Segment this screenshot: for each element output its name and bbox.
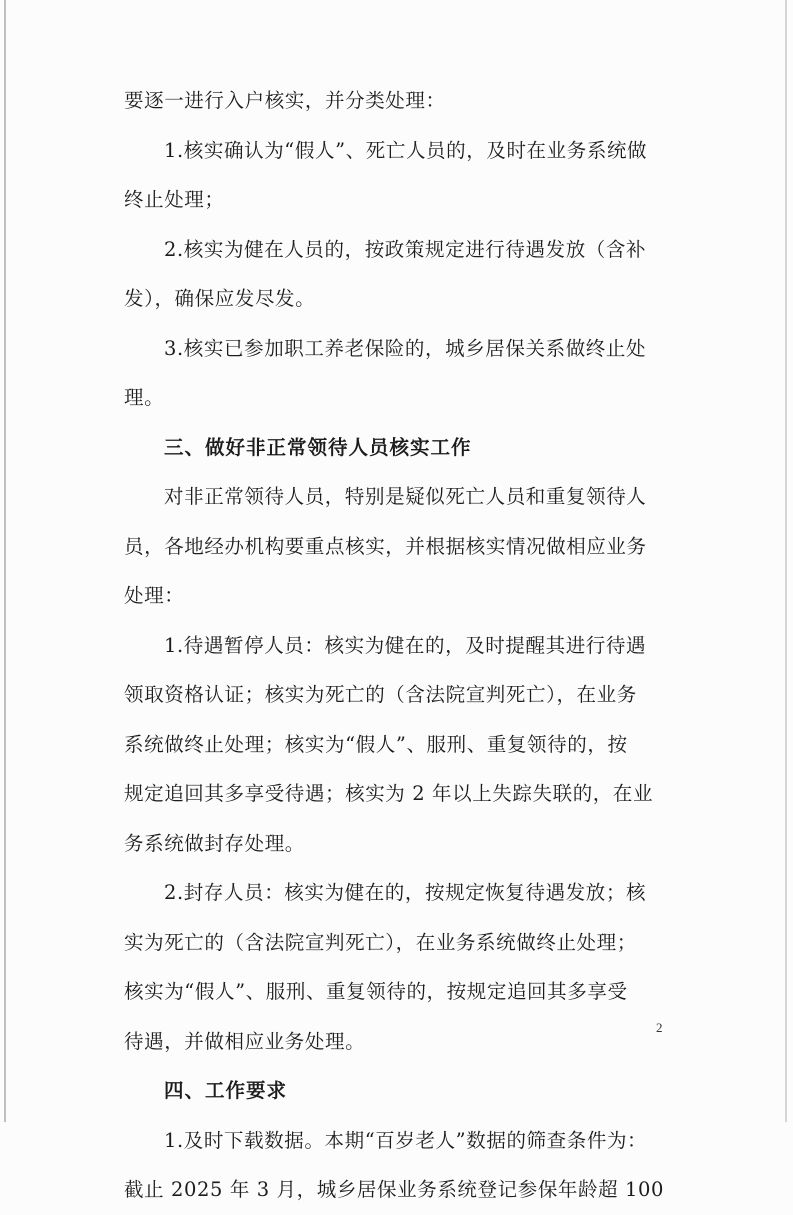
scan-edge-right: [785, 0, 787, 1122]
section-heading: 三、做好非正常领待人员核实工作: [164, 435, 472, 459]
text-line: 截止 2025 年 3 月，城乡居保业务系统登记参保年龄超 100: [124, 1178, 665, 1201]
text-line: 处理：: [124, 584, 185, 607]
text-line: 1.待遇暂停人员：核实为健在的，及时提醒其进行待遇: [164, 633, 647, 657]
text-line: 待遇，并做相应业务处理。: [124, 1029, 366, 1053]
text-line: 发），确保应发尽发。: [124, 287, 316, 310]
text-line: 理。: [124, 386, 165, 409]
text-line: 核实为“假人”、服刑、重复领待的，按规定追回其多享受: [124, 980, 628, 1003]
text-line: 实为死亡的（含法院宣判死亡），在业务系统做终止处理；: [124, 930, 637, 954]
text-line: 1.核实确认为“假人”、死亡人员的，及时在业务系统做: [164, 138, 648, 162]
page-number: 2: [656, 1020, 663, 1035]
text-line: 员，各地经办机构要重点核实，并根据核实情况做相应业务: [124, 534, 647, 558]
text-line: 系统做终止处理；核实为“假人”、服刑、重复领待的，按: [124, 732, 628, 756]
text-line: 要逐一进行入户核实，并分类处理：: [124, 89, 446, 112]
text-line: 领取资格认证；核实为死亡的（含法院宣判死亡），在业务: [124, 683, 637, 706]
text-line: 1.及时下载数据。本期“百岁老人”数据的筛查条件为：: [164, 1128, 648, 1152]
text-line: 终止处理；: [124, 188, 225, 211]
body-text: [124, 76, 684, 1215]
section-heading: 四、工作要求: [164, 1079, 288, 1102]
text-line: 2.核实为健在人员的，按政策规定进行待遇发放（含补: [164, 237, 647, 261]
text-line: 务系统做封存处理。: [124, 831, 305, 855]
text-line: 3.核实已参加职工养老保险的，城乡居保关系做终止处: [164, 336, 647, 360]
text-line: 对非正常领待人员，特别是疑似死亡人员和重复领待人: [164, 485, 647, 508]
text-line: 2.封存人员：核实为健在的，按规定恢复待遇发放；核: [164, 881, 647, 904]
scan-edge-left: [4, 0, 6, 1122]
text-line: 规定追回其多享受待遇；核实为 2 年以上失踪失联的，在业: [124, 782, 654, 805]
